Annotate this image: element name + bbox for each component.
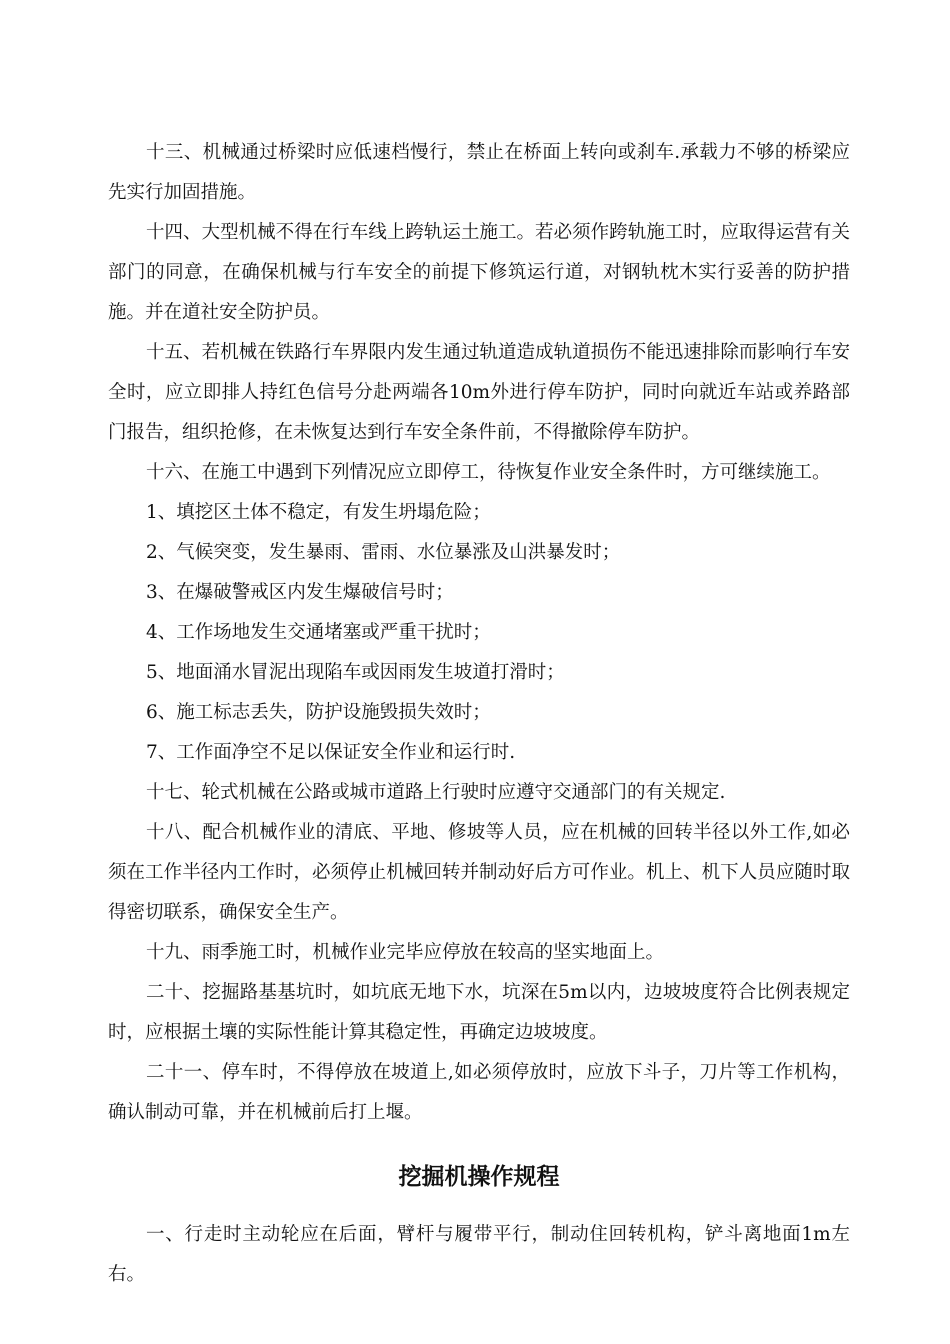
paragraph-15: 十五、若机械在铁路行车界限内发生通过轨道造成轨道损伤不能迅速排除而影响行车安全时，应立即排人持红色信号分赴两端各10m外进行停车防护，同时向就近车站或养路部门报告，组织抢修，在未恢复达到行车安全条件前，不得撤除停车防护。 (108, 342, 850, 443)
paragraph-19: 十九、雨季施工时，机械作业完毕应停放在较高的坚实地面上。 (146, 942, 665, 963)
paragraph-18: 十八、配合机械作业的清底、平地、修坡等人员，应在机械的回转半径以外工作,如必须在工作半径内工作时，必须停止机械回转并制动好后方可作业。机上、机下人员应随时取得密切联系，确保安全生产。 (108, 822, 850, 923)
paragraph-16: 十六、在施工中遇到下列情况应立即停工，待恢复作业安全条件时，方可继续施工。 (146, 462, 831, 483)
list-item-4: 4、工作场地发生交通堵塞或严重干扰时； (146, 622, 491, 643)
paragraph-14: 十四、大型机械不得在行车线上跨轨运土施工。若必须作跨轨施工时，应取得运营有关部门的同意，在确保机械与行车安全的前提下修筑运行道，对钢轨枕木实行妥善的防护措施。并在道社安全防护员。 (108, 222, 850, 323)
list-item-3: 3、在爆破警戒区内发生爆破信号时； (146, 582, 454, 603)
section-title: 挖掘机操作规程 (398, 1163, 560, 1190)
excavator-rule-1: 一、行走时主动轮应在后面，臂杆与履带平行，制动住回转机构，铲斗离地面1m左右。 (108, 1224, 850, 1285)
paragraph-17: 十七、轮式机械在公路或城市道路上行驶时应遵守交通部门的有关规定. (146, 782, 726, 803)
paragraph-20: 二十、挖掘路基基坑时，如坑底无地下水，坑深在5m以内，边坡坡度符合比例表规定时，应根据土壤的实际性能计算其稳定性，再确定边坡坡度。 (108, 982, 850, 1043)
list-item-1: 1、填挖区土体不稳定，有发生坍塌危险； (146, 502, 491, 523)
list-item-7: 7、工作面净空不足以保证安全作业和运行时. (146, 742, 516, 763)
paragraph-21: 二十一、停车时，不得停放在坡道上,如必须停放时，应放下斗子，刀片等工作机构，确认制动可靠，并在机械前后打上堰。 (108, 1062, 850, 1123)
list-item-5: 5、地面涌水冒泥出现陷车或因雨发生坡道打滑时； (146, 662, 565, 683)
paragraph-13: 十三、机械通过桥梁时应低速档慢行，禁止在桥面上转向或刹车.承载力不够的桥梁应先实行加固措施。 (108, 142, 850, 203)
document-body (108, 133, 850, 1295)
list-item-6: 6、施工标志丢失，防护设施毁损失效时； (146, 702, 491, 723)
list-item-2: 2、气候突变，发生暴雨、雷雨、水位暴涨及山洪暴发时； (146, 542, 621, 563)
